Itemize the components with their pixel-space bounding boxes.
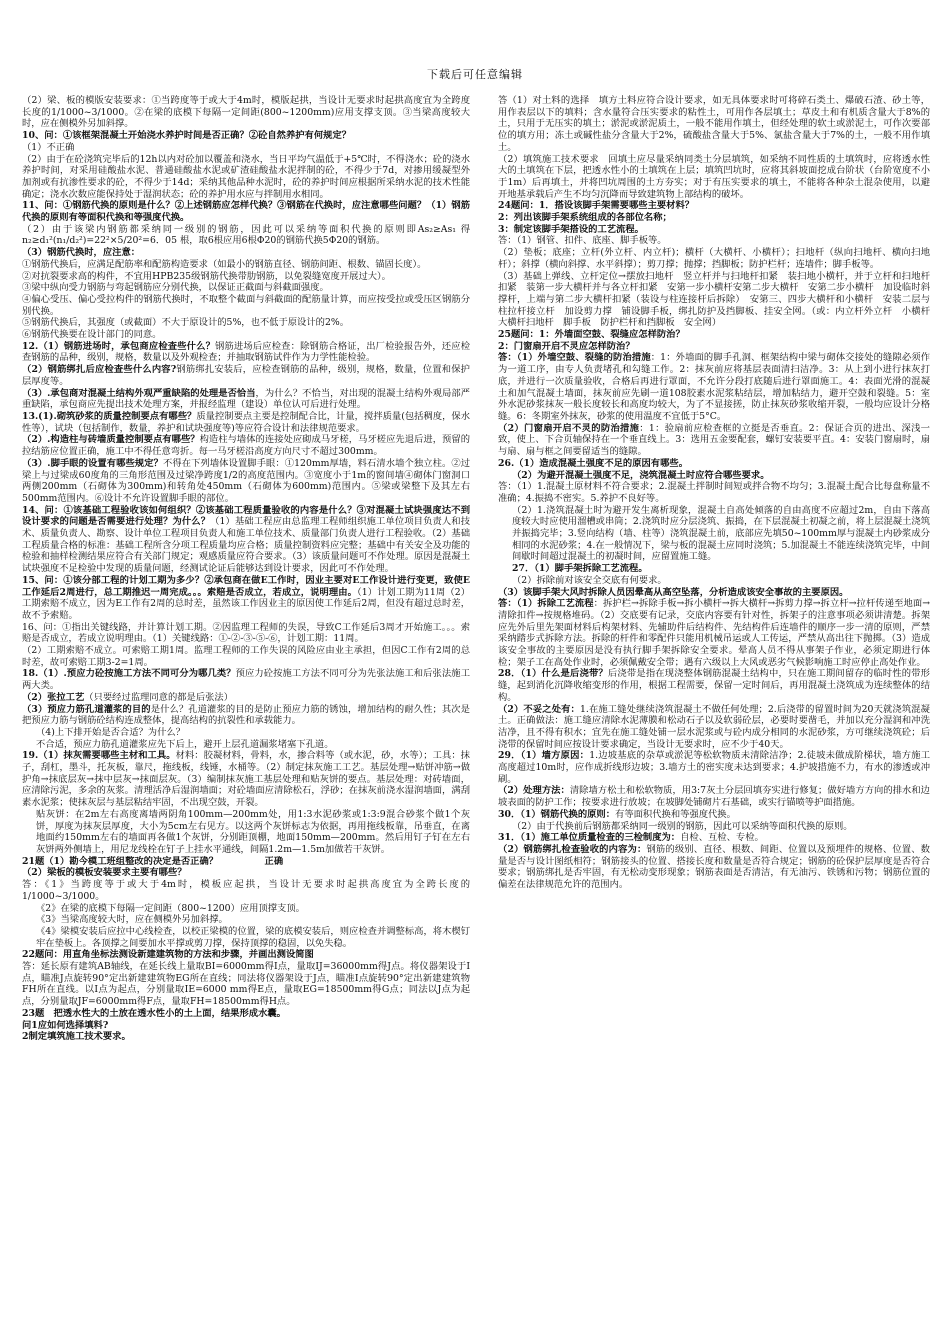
paragraph: 答（1）对土料的选择 填方土料应符合设计要求，如无具体要求时可将碎石类土、爆破石渣、砂土等，用作表层以下的填料；含水量符合压实要求的粘性土，可用作各层填土；草皮土和有机质含量大于8%的土，只用于无压实的填土；淤泥或淤泥质土，一般不能用作填土，但经处理的软土或淤泥土，可作次要部位的填方用；冻土或碱性盐分含量大于2%，硫酸盐含量大于5%、氯盐含量大于7%的土，一般不用作填土。 xyxy=(498,95,930,153)
paragraph: 不合适，预应力筋孔道灌浆应先下后上，避开上层孔道漏浆堵塞下孔道。 xyxy=(36,738,334,750)
paragraph: （2）为避开混凝土强度不足，浇筑混凝土时应符合哪些要求。 xyxy=(512,469,770,481)
paragraph: ④偏心受压、偏心受拉构件的钢筋代换时，不取整个截面与斜截面的配筋量计算，而应按受拉或受压区钢筋分别代换。 xyxy=(22,293,470,317)
paragraph: ②对抗裂要求高的构件，不宜用HPB235级钢筋代换带肋钢筋，以免裂缝宽度开展过大）。 xyxy=(22,270,391,282)
paragraph: 3：制定该脚手架搭设的工艺流程。 xyxy=(498,223,644,235)
paragraph: 28．（1）什么是后浇带？后浇带是指在现浇整体钢筋混凝土结构中，只在施工期间留存的临时性的带形缝，起到消化沉降收缩变形的作用，根据工程需要，保留一定时间后，再用混凝土浇筑成为连续整体的结构。 xyxy=(498,668,930,703)
paragraph: （4)上下排开始是否合适？为什么？ xyxy=(36,726,185,738)
paragraph: 27．（1）脚手架拆除工艺流程。 xyxy=(512,563,648,575)
paragraph: （2）钢筋绑扎后应检查些什么内容?钢筋绑扎安装后，应检查钢筋的品种，级别，规格，数量，位置和保护层厚度等。 xyxy=(22,364,470,387)
paragraph: 2：列出该脚手架系统组成的各部位名称； xyxy=(498,212,672,224)
paragraph: 14、问：①该基础工程验收该如何组织？②该基础工程质量验收的内容是什么？③对混凝土试块强度达不到设计要求的问题是否需要进行处理？为什么？（1）基础工程应由总监理工程师组织施工单位项目负责人和技术、质量负责人、勘察、设计单位工程项目负责人和施工单位技术、质量部门负责人进行工程验收。（2）基础工程质量合格的标准：基础工程所含分项工程质量均应合格；质量控制资料应完整；基础中有关安全及功能的检验和抽样检测结果应符合有关部门规定；观感质量应符合要求。（3）该质量问题可不作处理。原因是混凝土试块强度不足检验中发现的质量问题，经测试论证后能够达到设计要求，因此可不作处理。 xyxy=(22,504,470,575)
paragraph: 答：（1）钢管、扣件、底座、脚手板等。 xyxy=(498,235,667,247)
paragraph: ①钢筋代换后，应满足配筋率和配筋构造要求（如最小的钢筋直径、钢筋间距、根数、锚固长度）。 xyxy=(22,258,427,270)
paragraph: 2制定填筑施工技术要求。 xyxy=(22,1031,131,1043)
paragraph: （2）梁板的模板安装要求主要有哪些？ xyxy=(22,867,187,879)
paragraph: （3）钢筋代换时，应注意： xyxy=(22,247,141,259)
paragraph: 答：《1》当跨度等于或大于4m时，模板应起拱，当设计无要求时起拱高度宜为全跨长度的1/1000~3/1000。 xyxy=(22,879,470,902)
paragraph: 29．（1）墙方原因：1.边坡基底的杂草或淤泥等松软物质未清除洁净；2.徒坡未做成阶梯状，墙方施工高度超过10m时，应作成折线形边坡；3.墙方土的密实度未达到要求；4.护坡措施不力，有水的渗透或冲刷。 xyxy=(498,750,930,785)
paragraph: 10、问：①该框架混凝土开始浇水养护时间是否正确？②砼自然养护有何规定？ xyxy=(22,130,352,142)
paragraph: （2）.构造柱与砖墙质量控制要点有哪些？构造柱与墙体的连接处应砌成马牙槎，马牙槎应先退后进，预留的拉结筋应位置正确，施工中不得任意弯折。每一马牙槎沿高度方向尺寸不超过300mm。 xyxy=(22,434,470,458)
paragraph: （2）由于代换前后钢筋都采纳同一级别的钢筋，因此可以采纳等面积代换的原则。 xyxy=(512,820,853,832)
paragraph: ③梁中纵向受力钢筋与弯起钢筋应分别代换，以保证正截面与斜截面强度。 xyxy=(22,282,329,294)
paragraph: （2）工期索赔不成立。可索赔工期1周。监理工程师的工作失误的风险应由业主承担，但因C工作有2周的总时差，故可索赔工期3-2=1周。 xyxy=(22,645,470,668)
paragraph: ⑤钢筋代换后，其强度（或截面）不大于原设计的5%，也不低于原设计的2%。 xyxy=(22,317,349,329)
paragraph: ⑥钢筋代换要在设计部门的同意。 xyxy=(22,329,162,341)
paragraph: （2）1.浇筑混凝土时为避开发生离析现象，混凝土自高处倾落的自由高度不应超过2m，自由下落高度较大时应使用溜槽或串筒；2.浇筑时应分层浇筑、振捣，在下层混凝土初凝之前，将上层混凝土浇筑并振捣完毕；3.竖向结构（墙、柱等）浇筑混凝土前，底部应先填50~100mm厚与混凝土内砂浆成分相同的水泥砂浆；4.在一般情况下，梁与板的混凝土应同时浇筑；5.加混凝土不能连续浇筑完毕，中间间歇时间超过混凝土的初凝时间，应留置施工缝。 xyxy=(512,504,930,563)
paragraph: 23题 把透水性大的土放在透水性小的土上面，结果形成水囊。 xyxy=(22,1007,286,1019)
paragraph: 21题（1）勘今模工班组整改的决定是否正确？ 正确 xyxy=(22,855,284,867)
paragraph: 《4》梁模安装后应拉中心线检查，以校正梁模的位置，梁的底模安装后，则应检查并调整标高，将木楔钉牢在垫板上。各顶撑之间要加水平撑或剪刀撑，保持顶撑的稳固，以免失稳。 xyxy=(36,925,470,949)
paragraph: （2）由于该梁内钢筋都采纳同一级别的钢筋，因此可以采纳等面积代换的原则即As₂≥As₁ 得 n₂≥d₁²(n₁/d₂²)=22²×5/20²=6．05 根，取6根应用6根Φ20的钢筋代换5Φ20的钢筋。 xyxy=(22,223,470,247)
paragraph: 25题问：1：外墙面空鼓、裂缝应怎样防治？ xyxy=(498,329,685,341)
paragraph: 贴灰饼：在2m左右高度离墙两阴角100mm—200mm处，用1:3水泥砂浆或1:3:9混合砂浆个做1个灰饼，厚度为抹灰层厚度，大小为5cm左右见方。以这两个灰饼标志为依据，再用拖线板靠，吊垂直，在离地面约150mm左右的墙面再各做1个灰饼，分别距顶棚，地面150mm—200mm。然后用钉子钉在左右灰饼两外侧墙上，用尼龙线栓在钉子上挂水平通线，间隔1.2m—1.5m加做若干灰饼。 xyxy=(36,808,470,855)
paragraph: 26.（1）造成混凝土强度不足的原因有哪些。 xyxy=(498,457,688,469)
paragraph: 答：（1）拆除工艺流程：拆护栏→拆除手板→拆小横杆→拆大横杆→拆剪力撑→拆立杆→拉杆传递至地面→清除扣件→按规格堆码。（2）交底要有记录，交底内容要有针对性，拆架子的注意事项必须讲清楚。拆架应先外后里先架面材料后构架材料、先辅助件后结构件、先结构件后连墙件的顺序一步一清的原则，严禁采纳踏步式拆除方法。拆除的杆件和零配件只能用机械吊运或人工传运，严禁从高出往下抛掷。（3）造成该安全事故的主要原因是没有执行脚手架拆除安全要求。晕高人员不得从事架子作业，必须定期进行体检；架子工在高处作业时，必须佩戴安全带；遇有六级以上大风或恶劣气候影响施工时应停止高处作业。 xyxy=(498,598,930,668)
paragraph: （3）预应力筋孔道灌浆的目的是什么？孔道灌浆的目的是防止预应力筋的锈蚀，增加结构的耐久性；其次是把预应力筋与钢筋砼结构连成整体，提高结构的抗裂性和承载能力。 xyxy=(22,703,470,727)
paragraph: 问1应如何选择填料? xyxy=(22,1019,109,1031)
paragraph: 22题问：用直角坐标法测设新建建筑物的方法和步骤，并画出测设简图 xyxy=(22,949,314,961)
paragraph: 19.（1）抹灰需要哪些主材和工具。材料：胶凝材料，骨料，水，掺合料等（或水泥，砂，水等）；工具：抹子，刮杠，墨斗，托灰板，靠尺，拖线板，线锤，水桶等。（2）制定抹灰施工工艺。基层处理→贴饼冲筋→做护角→抹底层灰→抹中层灰→抹面层灰。（3）编制抹灰施工基层处理和贴灰饼的要点。基层处理：对砖墙面，应清除污泥，多余的灰浆。清理活净后湿润墙面；对砼墙面应清除松石，浮砂；在抹灰前浇水湿润墙面，满刮素水泥浆；使抹灰层与基层粘结牢固，不出现空鼓，开裂。 xyxy=(22,750,470,809)
paragraph: 13.(1).砌筑砂浆的质量控制要点有哪些？质量控制要点主要是控制配合比，计量，搅拌质量(包括稠度，保水性等），试块（包括制作，数量，养护和试块强度等)等应符合设计和法律规范要求。 xyxy=(22,410,470,434)
right-column xyxy=(498,95,940,891)
paragraph: （2）由于在砼浇筑完毕后的12h以内对砼加以覆盖和浇水，当日平均气温低于+5℃时，不得浇水；砼的浇水养护时间，对采用硅酸盐水泥、普通硅酸盐水泥或矿渣硅酸盐水泥拌制的砼，不得少于7d，对掺用缓凝型外加剂或有抗渗性要求的砼，不得少于14d；采纳其他品种水泥时，砼的养护时间应根据所采纳水泥的技术性能确定；浇水次数应能保持处于湿润状态；砼的养护用水应与拌制用水相同。 xyxy=(22,153,470,200)
paragraph: （3）该脚手架大风时拆除人员因晕高从高空坠落，分析造成该安全事故的主要原因。 xyxy=(498,586,849,598)
page-header: 下载后可任意编辑 xyxy=(427,68,523,81)
paragraph: 11、问：①钢筋代换的原则是什么？②上述钢筋应怎样代换？③钢筋在代换时，应注意哪些问题？（1）钢筋代换的原则有等面积代换和等强度代换。 xyxy=(22,200,470,224)
paragraph: （3）.脚手眼的设置有哪些规定？不得在下列墙体设置脚手眼：①120mm厚墙，料石清水墙个独立柱。②过梁上与过梁成60度角的三角形范围及过梁净跨度1/2的高度范围内。③宽度小于1m的窗间墙④砌体门窗洞口两侧200mm（石砌体为300mm)和转角处450mm（石砌体为600mm)范围内。⑤梁或梁整下及其左右500mm范围内。⑥设计不允许设置脚手眼的部位。 xyxy=(22,457,470,504)
paragraph: 《2》在梁的底模下每隔一定间距（800~1200）应用顶撑支顶。 xyxy=(36,902,305,914)
paragraph: 30．（1）钢筋代换的原则：有等面积代换和等强度代换。 xyxy=(498,808,736,820)
paragraph: （2）垫板；底座；立杆(外立杆、内立杆)；横杆（大横杆、小横杆）；扫地杆（纵向扫地杆、横向扫地杆）；斜撑（横向斜撑、水平斜撑）；剪刀撑；抛撑；挡脚板；防护栏杆；连墙件；脚手板等。 xyxy=(498,247,930,270)
paragraph: 15、问：①该分部工程的计划工期为多少？②承包商在做E工作时，因业主要对E工作设计进行变更，致使E工作延后2周进行，总工期推迟一周完成。。。索赔是否成立，若成立，说明理由。（1）计划工期为11周（2）工期索赔不成立，因为E工作有2周的总时差，虽然该工作因业主的原因使工作延后2周，但没有超过总时差，故不予索赔。 xyxy=(22,574,470,621)
paragraph: （3）基础上弹线、立杆定位→摆放扫地杆 竖立杆并与扫地杆扣紧 装扫地小横杆，并于立杆和扫地杆扣紧 装第一步大横杆并与各立杆扣紧 安第一步小横杆安第二步大横杆 安第二步小横杆 加设临时斜撑杆，上端与第二步大横杆扣紧（装设与柱连接杆后拆除） 安第三、四步大横杆和小横杆 安装二层与柱拉杆接立杆 加设剪力撑 铺设脚手板，绑扎防护及挡脚板、挂安全网。（或：内立杆外立杆 小横杆 大横杆扫地杆 脚手板 防护栏杆和挡脚板 安全网） xyxy=(498,270,940,329)
paragraph: 31．（1）施工单位质量检查的三检制度为：自检、互检、专检。 xyxy=(498,832,764,844)
paragraph: 16、问：①指出关键线路，并计算计划工期。②因监理工程师的失误，导致C工作延后3周才开始施工。。。索赔是否成立，若成立说明理由。（1）关键线路：①-②-③-⑤-⑥，计划工期：11周。 xyxy=(22,621,470,645)
paragraph: 答：（1）1.混凝土原材料不符合要求；2.混凝土拌制时间短或拌合物不均匀；3.混凝土配合比每盘称量不准确；4.振捣不密实。5.养护不良好等。 xyxy=(498,481,930,504)
paragraph: 2：门窗扇开启不灵应怎样防治？ xyxy=(498,340,635,352)
paragraph: （3）.承包商对混凝土结构外观严重缺陷的处理是否恰当，为什么？不恰当，对出现的混凝土结构外观局部严重缺陷，承包商应先提出技术处理方案，并报经监理（建设）单位认可后进行处理。 xyxy=(22,387,470,411)
paragraph: （2）拆除前对该安全交底有何要求。 xyxy=(512,574,667,586)
paragraph: （2）不妥之处有：1.在施工缝处继续浇筑混凝土不做任何处理；2.后浇带的留置时间为20天就浇筑混凝土。正确做法：施工缝应清除水泥薄膜和松动石子以及软弱砼层，必要时要凿毛，并加以充分湿润和冲洗洁净，且不得有积水；宜先在施工缝处铺一层水泥浆或与砼内成分相同的水泥砂浆，方可继续浇筑砼；后浇带的保留时间应按设计要求确定，当设计无要求时，应不少于40天。 xyxy=(498,703,930,750)
paragraph: 《3》当梁高度较大时，应在侧模外另加斜撑。 xyxy=(36,914,228,926)
paragraph: （2）梁、板的模版安装要求：①当跨度等于或大于4m时，模版起拱，当设计无要求时起拱高度宜为全跨度长度的1/1000~3/1000。②在梁的底模下每隔一定间距(800~1200mm)应用支撑支顶。③当梁高度较大时，应在侧模外另加斜撑。 xyxy=(22,95,470,130)
paragraph: 24题问：1．搭设该脚手架需要哪些主要材料？ xyxy=(498,200,695,212)
paragraph: 18.（1）.预应力砼按施工方法不同可分为哪几类？预应力砼按施工方法不同可分为先张法施工和后张法施工两大类。 xyxy=(22,668,470,692)
paragraph: （2）门窗扇开启不灵的防治措施：1：验扇前应检查框的立挺是否垂直。2：保证合页的进出、深浅一致，使上、下合页轴保持在一个垂直线上。3：选用五金要配套，螺钉安装要平直。4：安装门窗扇时，扇与扇、扇与框之间要留适当的缝隙。 xyxy=(498,422,930,458)
paragraph: （2）张拉工艺（只要经过监理同意的都是后张法） xyxy=(22,691,234,703)
paragraph: 12.（1）钢筋进场时，承包商应检查些什么？钢筋进场后应检查：除钢筋合格证，出厂检验报告外，还应检查钢筋的品种，级别，规格，数量以及外观检查；并抽取钢筋试件作为力学性能检验。 xyxy=(22,340,470,364)
paragraph: （2）处理方法：清除墙方松土和松软物质，用3:7灰土分层回填夯实进行修复；做好墙方方向的排水和边坡表面的防护工作；按要求进行放坡；在坡脚处铺砌片石基础，或实行锚喷等护面措施。 xyxy=(498,785,930,809)
paragraph: （1）不正确 xyxy=(22,141,75,153)
paragraph: 答：（1）外墙空鼓、裂缝的防治措施：1：外墙面的脚手孔洞、框架结构中梁与砌体交接处的缝隙必须作为一道工序，由专人负责堵孔和勾缝工作。2：抹灰前应将基层表面清扫洁净。3：从上到小进行抹灰打底，并进行一次质量验收，合格后再进行罩面，不允许分段打底随后进行罩面施工。4：表面光滑的混凝土和加气混凝土墙面，抹灰前应先刷一道108胶素水泥浆粘结层，增加粘结力，避开空鼓和裂缝。5：室外水泥砂浆抹灰一般长度较长和高度均较大，为了不显接搓，防止抹灰砂浆收缩开裂，一般均应设计分格缝。6：冬期室外抹灰，砂浆的使用温度不宜低于5°C。 xyxy=(498,352,930,422)
paragraph: （2）填筑施工技术要求 回填土应尽量采纳同类土分层填筑，如采纳不同性质的土填筑时，应将透水性大的土填筑在下层，把透水性小的土填筑在上层；填筑凹坑时，应将其斜坡面挖成台阶状（台阶宽度不小于1m）后再填土，并将凹坑周围的土方夯实；对于有压实要求的填土，不能将各种杂土混杂使用，以避开地基承载后产生不均匀沉降而导致建筑物上部结构的破坏。 xyxy=(498,153,930,200)
paragraph: 答：延长原有建筑AB轴线，在延长线上量取BI=6000mm得I点，量取IJ=36000mm得J点。将仪器架设于I点，瞄准J点旋转90°定出新建建筑物EG所在直线；同法将仪器架设于J点，瞄准I点旋转90°定出新建建筑物FH所在直线。以I点为起点，分别量取IE=6000 mm得E点，量取EG=18500mm得G点；同法以J点为起点，分别量取JF=6000mm得F点，量取FH=18500mm得H点。 xyxy=(22,961,470,1008)
left-column xyxy=(22,95,470,1043)
paragraph: （2）钢筋绑扎检查验收的内容为：钢筋的级别、直径、根数、间距、位置以及预埋件的规格、位置、数量是否与设计图纸相符；钢筋接头的位置、搭接长度和数量是否符合规定；钢筋的砼保护层厚度是否符合要求；钢筋绑扎是否牢固，有无松动变形现象；钢筋表面是否清洁，有无油污、铁锈和污物；钢筋位置的偏差在法律规范允许的范围内。 xyxy=(498,844,930,891)
